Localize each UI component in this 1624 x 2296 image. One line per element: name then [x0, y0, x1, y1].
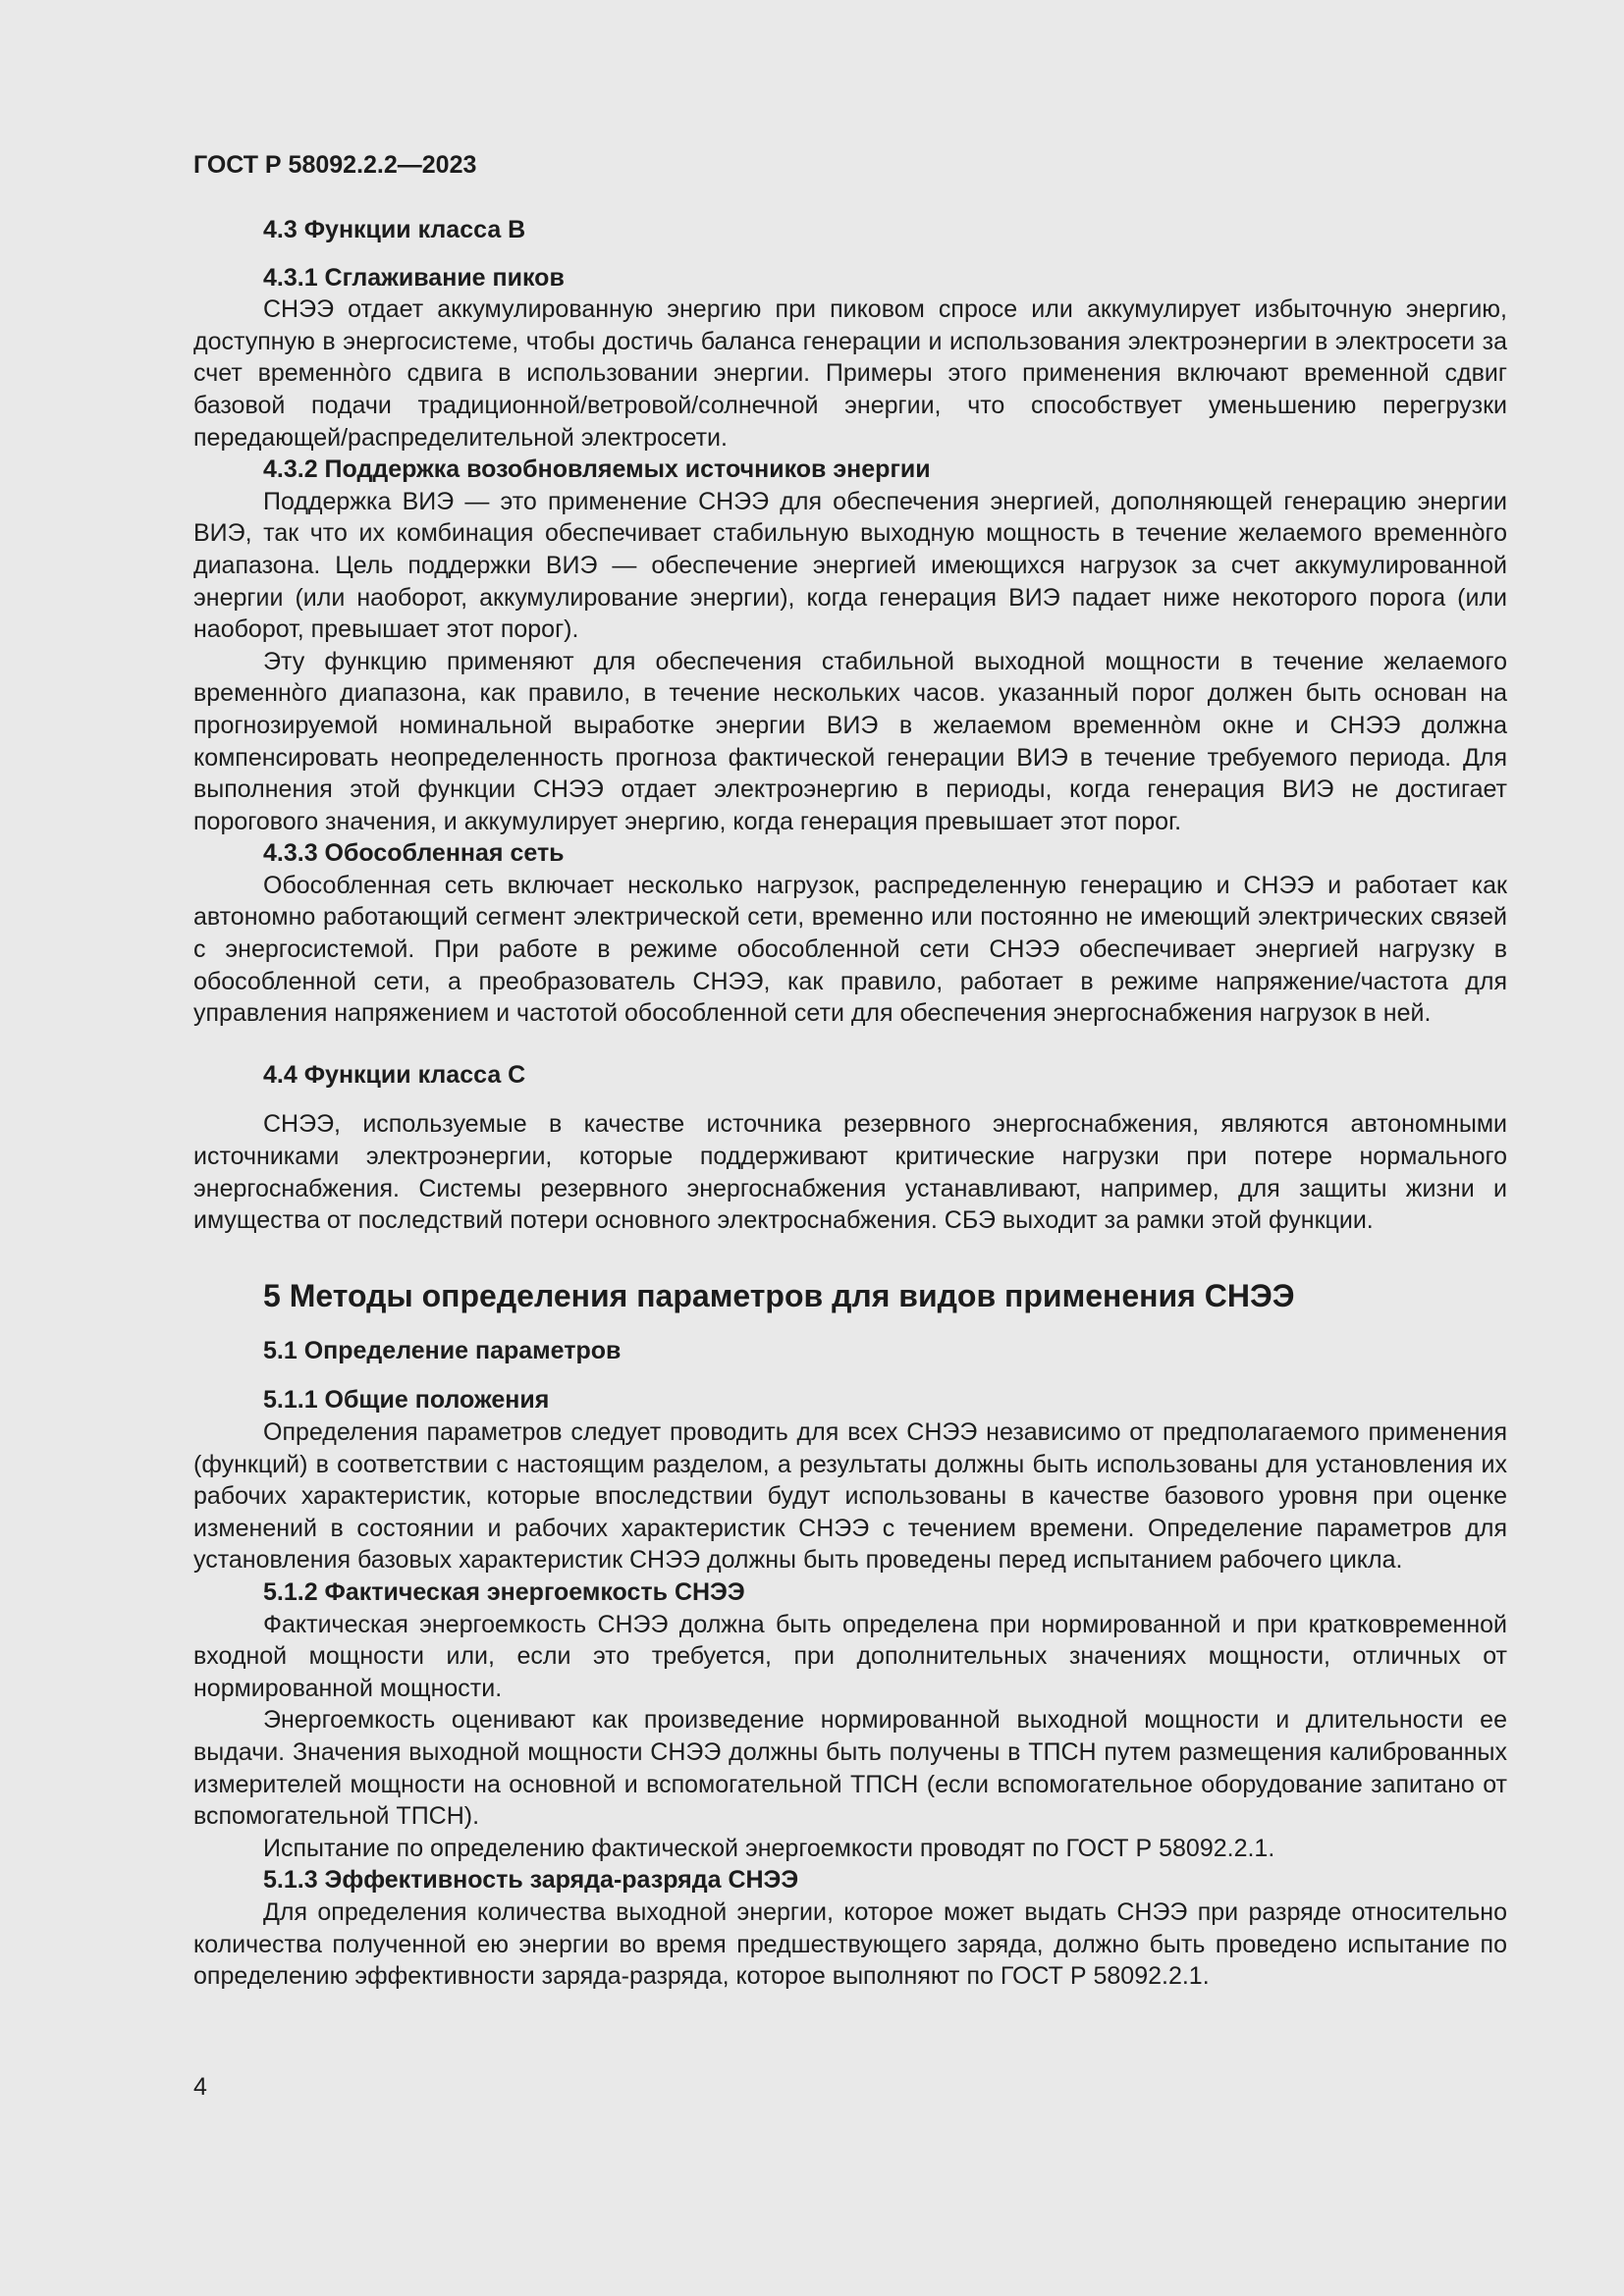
section-4-4-title: 4.4 Функции класса C: [263, 1060, 526, 1089]
document-page: [193, 147, 1507, 1993]
section-5-1-title: 5.1 Определение параметров: [263, 1336, 622, 1364]
section-5-1-3-paragraph: Для определения количества выходной энергии, которое может выдать СНЭЭ при разряде относительно количества полученной ею энергии во время предшествующего заряда, должно быть проведено испытание по определению эффективности заряда-разряда, которое выполняют по ГОСТ Р 58092.2.1.: [193, 1897, 1507, 1991]
section-4-3-3-paragraph: Обособленная сеть включает несколько нагрузок, распределенную генерацию и СНЭЭ и работает как автономно работающий сегмент электрической сети, временно или постоянно не имеющий электрических связей с энергосистемой. При работе в режиме обособленной сети СНЭЭ обеспечивает энергией нагрузку в обособленной сети, а преобразователь СНЭЭ, как правило, работает в режиме напряжение/частота для управления напряжением и частотой обособленной сети для обеспечения энергоснабжения нагрузок в ней.: [193, 871, 1507, 1028]
section-5-1-2-paragraph-2: Энергоемкость оценивают как произведение нормированной выходной мощности и длительности ее выдачи. Значения выходной мощности СНЭЭ должны быть получены в ТПСН путем размещения калиброванных измерителей мощности на основной и вспомогательной ТПСН (если вспомогательное оборудование запитано от вспомогательной ТПСН).: [193, 1706, 1507, 1831]
section-5-1-1-title: 5.1.1 Общие положения: [263, 1386, 550, 1415]
document-header: ГОСТ Р 58092.2.2—2023: [193, 151, 477, 179]
section-4-3-title: 4.3 Функции класса B: [263, 216, 526, 243]
section-4-3-1-paragraph: СНЭЭ отдает аккумулированную энергию при пиковом спросе или аккумулирует избыточную энергию, доступную в энергосистеме, чтобы достичь баланса генерации и использования электроэнергии в электросети за счет временно̀го сдвига в использовании энергии. Примеры этого применения включают временной сдвиг базовой подачи традиционной/ветровой/солнечной энергии, что способствует уменьшению перегрузки передающей/распределительной электросети.: [193, 295, 1507, 452]
section-4-3-2-paragraph-1: Поддержка ВИЭ — это применение СНЭЭ для обеспечения энергией, дополняющей генерацию энергии ВИЭ, так что их комбинация обеспечивает стабильную выходную мощность в течение желаемого временно̀го диапазона. Цель поддержки ВИЭ — обеспечение энергией имеющихся нагрузок за счет аккумулированной энергии (или наоборот, аккумулирование энергии), когда генерация ВИЭ падает ниже некоторого порога (или наоборот, превышает этот порог).: [193, 487, 1507, 644]
section-5-1-2-paragraph-3: Испытание по определению фактической энергоемкости проводят по ГОСТ Р 58092.2.1.: [263, 1834, 1275, 1862]
section-5-1-3-title: 5.1.3 Эффективность заряда-разряда СНЭЭ: [263, 1866, 799, 1895]
section-5-1-2-paragraph-1: Фактическая энергоемкость СНЭЭ должна быть определена при нормированной и при кратковременной входной мощности или, если это требуется, при дополнительных значениях мощности, отличных от нормированной мощности.: [193, 1610, 1507, 1702]
section-4-4-paragraph: СНЭЭ, используемые в качестве источника резервного энергоснабжения, являются автономными источниками электроэнергии, которые поддерживают критические нагрузки при потере нормального энергоснабжения. Системы резервного энергоснабжения устанавливают, например, для защиты жизни и имущества от последствий потери основного электроснабжения. СБЭ выходит за рамки этой функции.: [193, 1110, 1507, 1235]
section-5-title: 5 Методы определения параметров для видов применения СНЭЭ: [263, 1277, 1295, 1313]
section-4-3-2-title: 4.3.2 Поддержка возобновляемых источников энергии: [263, 455, 931, 484]
page-number: 4: [193, 2073, 207, 2101]
section-5-1-1-paragraph: Определения параметров следует проводить для всех СНЭЭ независимо от предполагаемого применения (функций) в соответствии с настоящим разделом, а результаты должны быть использованы для установления их рабочих характеристик, которые впоследствии будут использованы в качестве базового уровня при оценке изменений в состоянии и рабочих характеристик СНЭЭ с течением времени. Определение параметров для установления базовых характеристик СНЭЭ должны быть проведены перед испытанием рабочего цикла.: [193, 1418, 1507, 1575]
section-4-3-2-paragraph-2: Эту функцию применяют для обеспечения стабильной выходной мощности в течение желаемого временно̀го диапазона, как правило, в течение нескольких часов. указанный порог должен быть основан на прогнозируемой номинальной выработке энергии ВИЭ в желаемом временно̀м окне и СНЭЭ должна компенсировать неопределенность прогноза фактической генерации ВИЭ в течение требуемого периода. Для выполнения этой функции СНЭЭ отдает электроэнергию в периоды, когда генерация ВИЭ не достигает порогового значения, и аккумулирует энергию, когда генерация превышает этот порог.: [193, 647, 1507, 835]
section-4-3-1-title: 4.3.1 Сглаживание пиков: [263, 263, 565, 292]
section-4-3-3-title: 4.3.3 Обособленная сеть: [263, 839, 565, 868]
section-5-1-2-title: 5.1.2 Фактическая энергоемкость СНЭЭ: [263, 1577, 745, 1606]
